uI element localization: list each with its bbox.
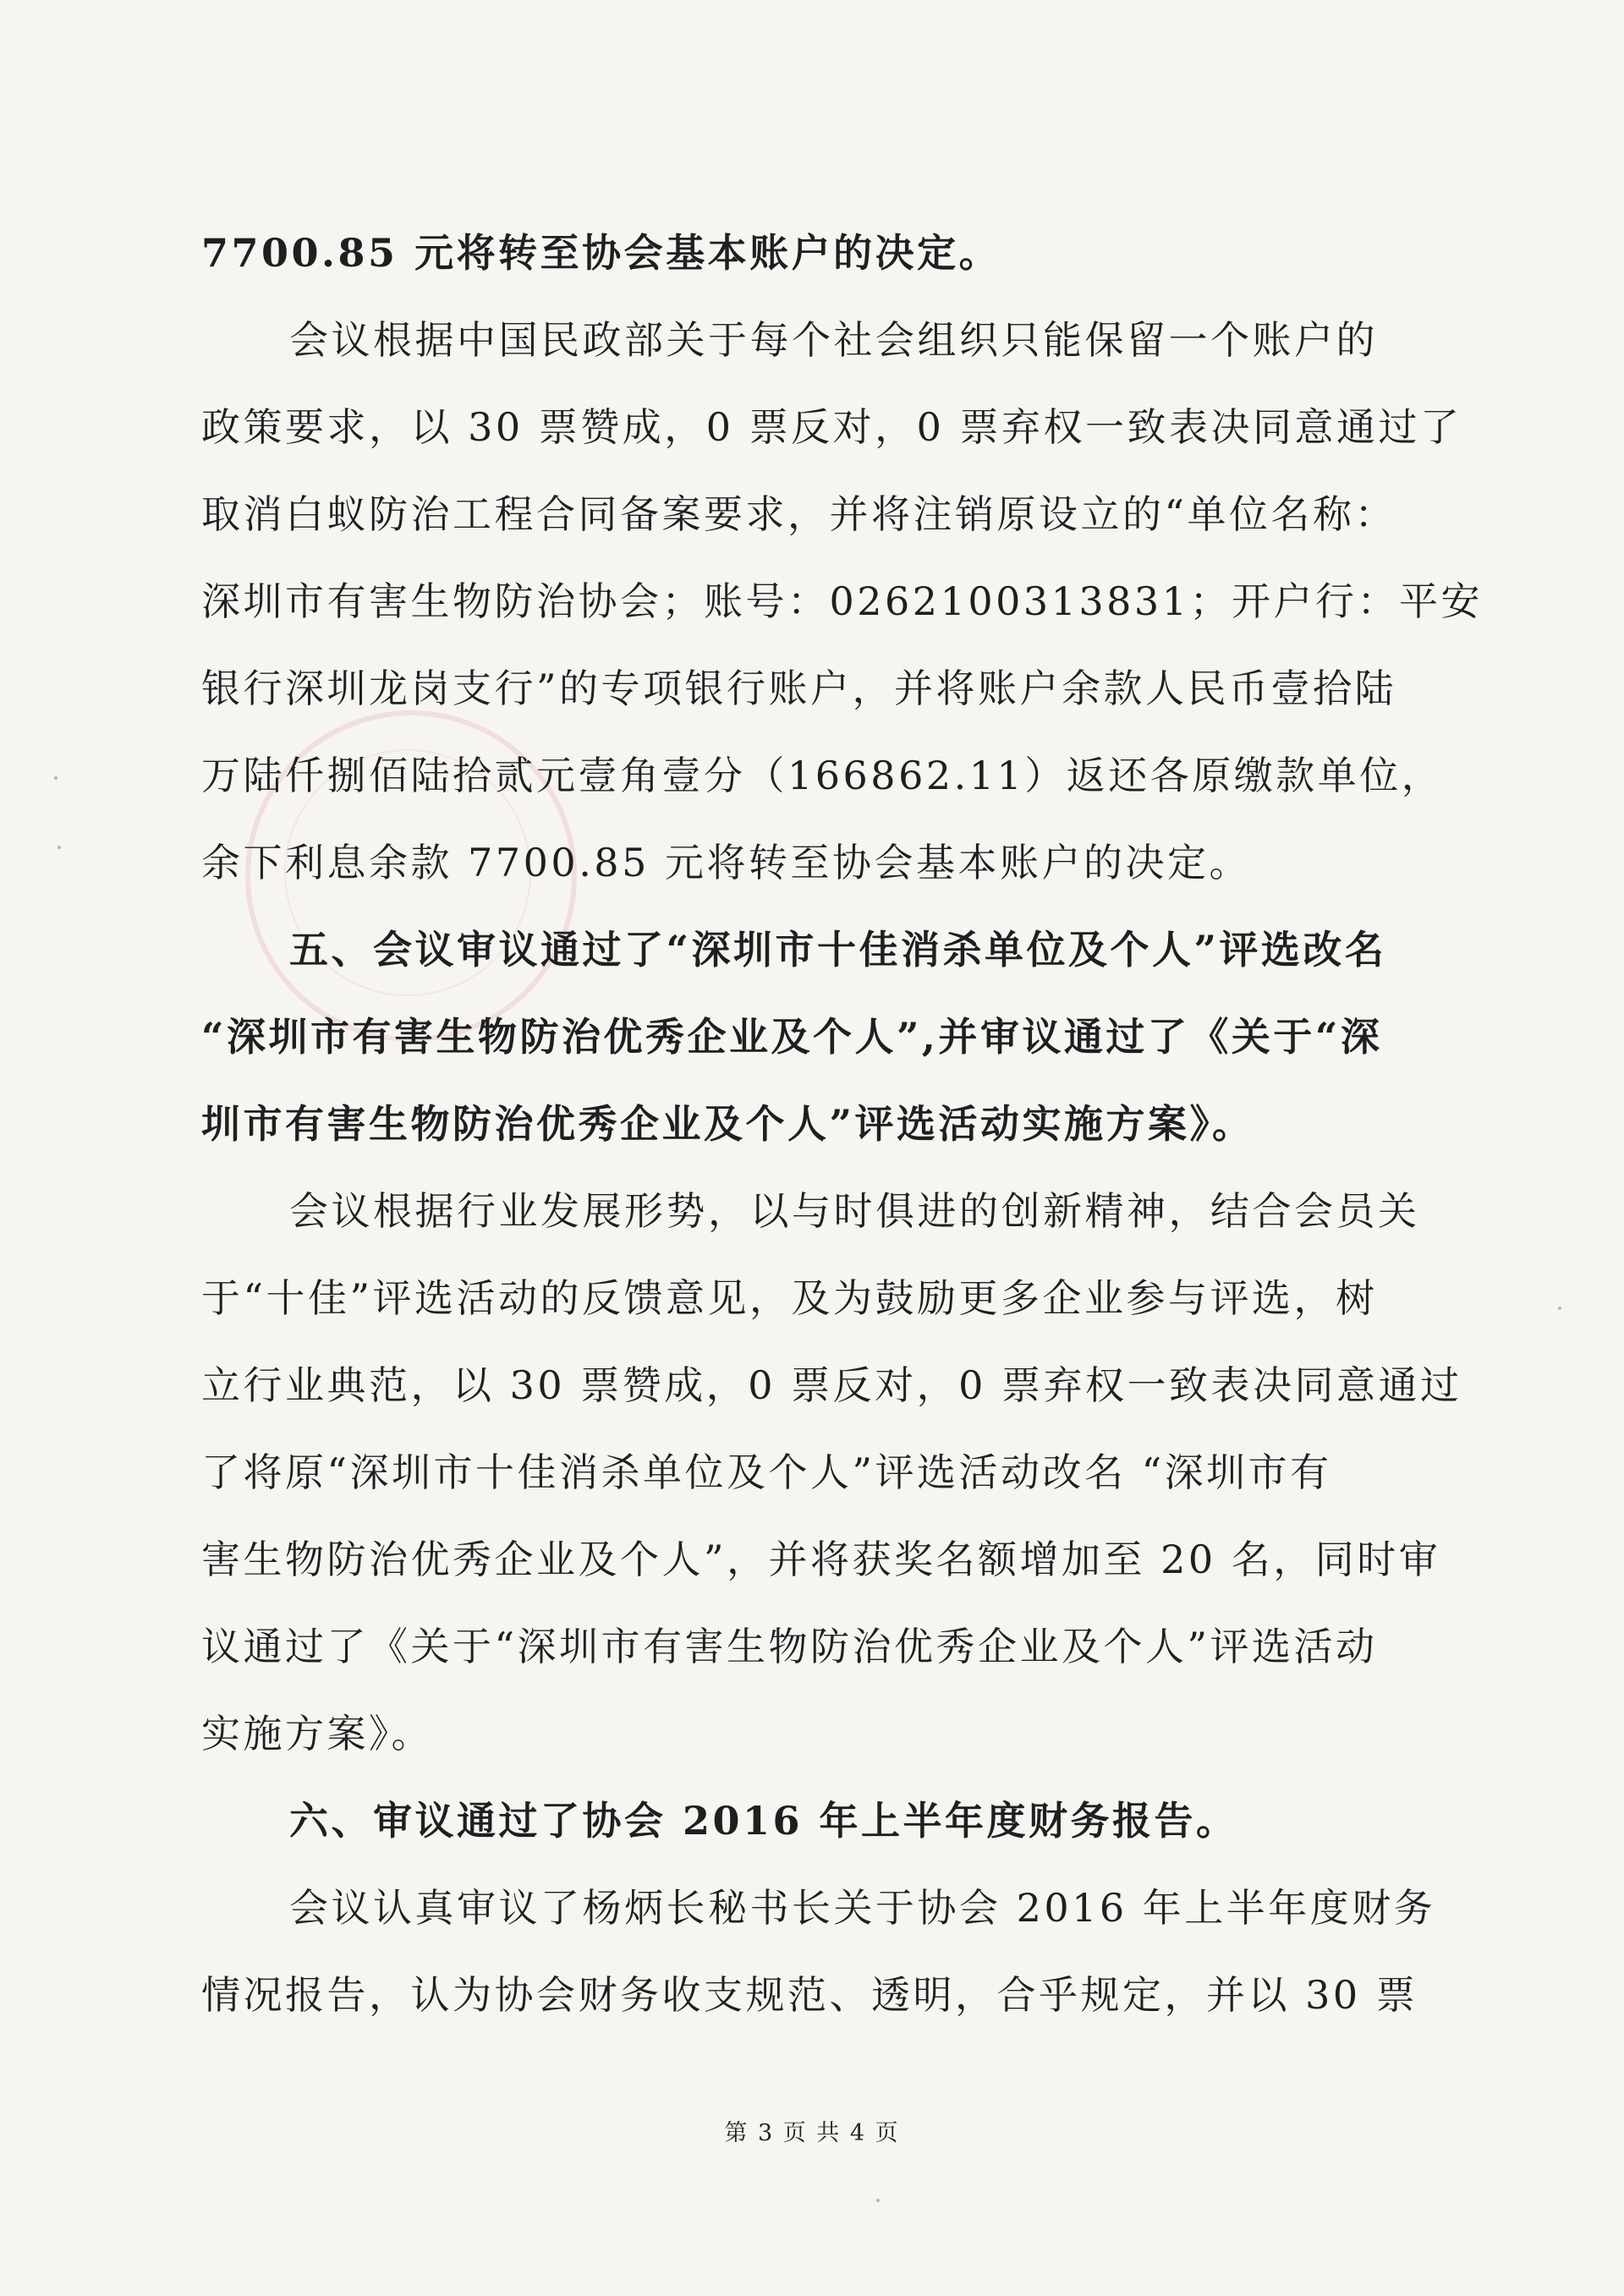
text-line-18: 实施方案》。 <box>201 1711 433 1756</box>
text-line-4: 取消白蚁防治工程合同备案要求，并将注销原设立的“单位名称： <box>201 491 1397 537</box>
text-line-21: 情况报告，认为协会财务收支规范、透明，合乎规定，并以 30 票 <box>201 1972 1418 2018</box>
text-line-2: 会议根据中国民政部关于每个社会组织只能保留一个账户的 <box>289 317 1378 363</box>
document-body <box>201 210 1483 2039</box>
text-line-14: 立行业典范，以 30 票赞成，0 票反对，0 票弃权一致表决同意通过 <box>201 1362 1462 1408</box>
section-heading-6: 六、审议通过了协会 2016 年上半年度财务报告。 <box>289 1798 1238 1844</box>
text-line-20: 会议认真审议了杨炳长秘书长关于协会 2016 年上半年度财务 <box>289 1885 1436 1931</box>
text-line-12: 会议根据行业发展形势，以与时俱进的创新精神，结合会员关 <box>289 1188 1420 1234</box>
text-line-5: 深圳市有害生物防治协会；账号：0262100313831；开户行：平安 <box>201 578 1483 624</box>
text-line-6: 银行深圳龙岗支行”的专项银行账户，并将账户余款人民币壹拾陆 <box>201 666 1397 711</box>
text-line-13: 于“十佳”评选活动的反馈意见，及为鼓励更多企业参与评选，树 <box>201 1275 1378 1321</box>
text-line-15: 了将原“深圳市十佳消杀单位及个人”评选活动改名 “深圳市有 <box>201 1449 1332 1495</box>
text-line-1: 7700.85 元将转至协会基本账户的决定。 <box>201 230 1001 276</box>
text-line-16: 害生物防治优秀企业及个人”，并将获奖名额增加至 20 名，同时审 <box>201 1537 1441 1582</box>
scan-speck <box>1558 1307 1561 1310</box>
section-heading-5-cont-1: “深圳市有害生物防治优秀企业及个人”,并审议通过了《关于“深 <box>201 1014 1383 1060</box>
page-number-footer: 第 3 页 共 4 页 <box>724 2120 900 2146</box>
scan-speck <box>54 776 58 780</box>
text-line-17: 议通过了《关于“深圳市有害生物防治优秀企业及个人”评选活动 <box>201 1624 1378 1669</box>
text-line-3: 政策要求，以 30 票赞成，0 票反对，0 票弃权一致表决同意通过了 <box>201 404 1462 450</box>
text-line-7: 万陆仟捌佰陆拾贰元壹角壹分（166862.11）返还各原缴款单位， <box>201 753 1444 798</box>
section-heading-5: 五、会议审议通过了“深圳市十佳消杀单位及个人”评选改名 <box>289 927 1387 973</box>
scan-speck <box>58 846 61 849</box>
section-heading-5-cont-2: 圳市有害生物防治优秀企业及个人”评选活动实施方案》。 <box>201 1101 1254 1147</box>
text-line-8: 余下利息余款 7700.85 元将转至协会基本账户的决定。 <box>201 840 1251 885</box>
scan-speck <box>876 2199 880 2202</box>
